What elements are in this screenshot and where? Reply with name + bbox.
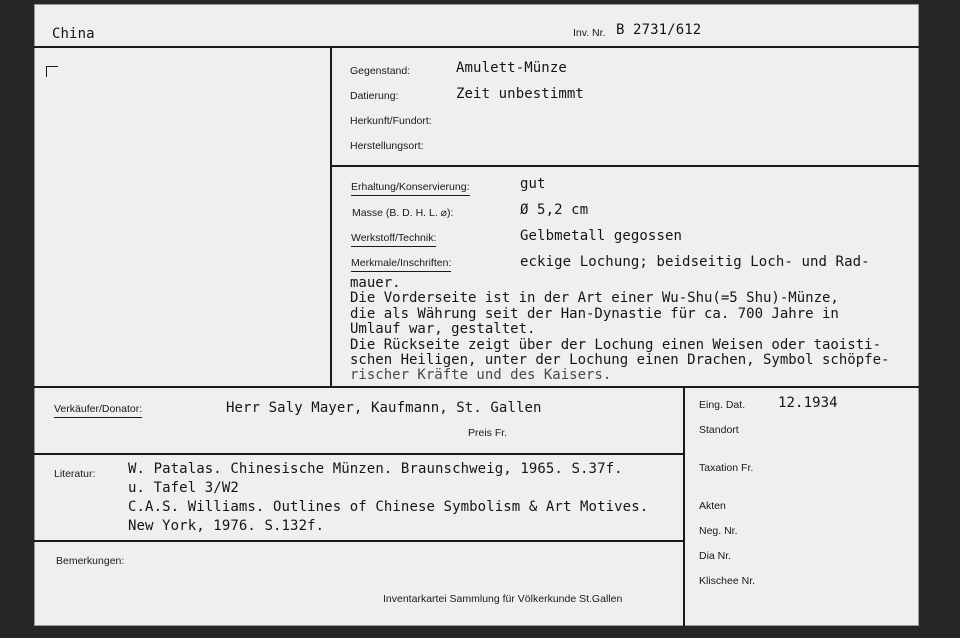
merkmale-line-1: eckige Lochung; beidseitig Loch- und Rad- <box>520 254 870 270</box>
masse-label: Masse (B. D. H. L. ⌀): <box>352 207 454 219</box>
herstellungsort-label: Herstellungsort: <box>350 140 424 152</box>
eing-dat-value: 12.1934 <box>778 395 838 411</box>
literatur-line-1: W. Patalas. Chinesische Münzen. Braunschweig, 1965. S.37f. <box>128 461 623 477</box>
preis-label: Preis Fr. <box>468 427 508 439</box>
rule-object-bottom <box>330 165 919 167</box>
rule-seller-top <box>34 386 919 388</box>
taxation-label: Taxation Fr. <box>699 462 754 474</box>
werkstoff-value: Gelbmetall gegossen <box>520 228 683 244</box>
gegenstand-label: Gegenstand: <box>350 65 411 77</box>
literatur-label: Literatur: <box>54 468 96 480</box>
merkmale-line-8: rischer Kräfte und des Kaisers. <box>350 367 612 384</box>
inv-nr-value: B 2731/612 <box>616 22 702 38</box>
dia-nr-label: Dia Nr. <box>699 550 732 562</box>
standort-label: Standort <box>699 424 739 436</box>
merkmale-line-6: Die Rückseite zeigt über der Lochung einen Weisen oder taoisti- <box>350 336 882 353</box>
herkunft-label: Herkunft/Fundort: <box>350 115 432 127</box>
gegenstand-value: Amulett-Münze <box>456 60 567 76</box>
rule-literature-bottom <box>34 540 683 542</box>
literatur-line-2: u. Tafel 3/W2 <box>128 480 239 496</box>
datierung-label: Datierung: <box>350 90 399 102</box>
corner-mark-vertical <box>46 66 47 77</box>
merkmale-line-3: Die Vorderseite ist in der Art einer Wu-Shu(=5 Shu)-Münze, <box>350 290 839 307</box>
literatur-line-4: New York, 1976. S.132f. <box>128 518 325 534</box>
literatur-line-3: C.A.S. Williams. Outlines of Chinese Symbolism & Art Motives. <box>128 499 649 515</box>
akten-label: Akten <box>699 500 726 512</box>
bemerkungen-label: Bemerkungen: <box>56 555 125 567</box>
verkaeufer-label: Verkäufer/Donator: <box>54 403 142 418</box>
klischee-nr-label: Klischee Nr. <box>699 575 756 587</box>
merkmale-line-4: die als Währung seit der Han-Dynastie für ca. 700 Jahre in <box>350 305 839 322</box>
verkaeufer-value: Herr Saly Mayer, Kaufmann, St. Gallen <box>226 400 542 416</box>
inv-nr-label: Inv. Nr. <box>573 27 606 39</box>
masse-value: Ø 5,2 cm <box>520 202 589 218</box>
rule-header <box>34 46 919 48</box>
merkmale-line-7: schen Heiligen, unter der Lochung einen Drachen, Symbol schöpfe- <box>350 351 890 368</box>
eing-dat-label: Eing. Dat. <box>699 399 746 411</box>
merkmale-label: Merkmale/Inschriften: <box>351 257 451 272</box>
werkstoff-label: Werkstoff/Technik: <box>351 232 436 247</box>
region-label: China <box>52 26 95 42</box>
rule-photo-divider <box>330 46 332 386</box>
erhaltung-label: Erhaltung/Konservierung: <box>351 181 470 196</box>
neg-nr-label: Neg. Nr. <box>699 525 738 537</box>
merkmale-line-2: mauer. <box>350 275 401 291</box>
erhaltung-value: gut <box>520 176 546 192</box>
corner-mark <box>46 66 58 67</box>
merkmale-description <box>350 276 925 384</box>
merkmale-line-5: Umlauf war, gestaltet. <box>350 321 536 338</box>
card-footer: Inventarkartei Sammlung für Völkerkunde St.Gallen <box>383 593 623 605</box>
rule-seller-bottom <box>34 453 683 455</box>
rule-right-panel <box>683 386 685 626</box>
datierung-value: Zeit unbestimmt <box>456 86 584 102</box>
